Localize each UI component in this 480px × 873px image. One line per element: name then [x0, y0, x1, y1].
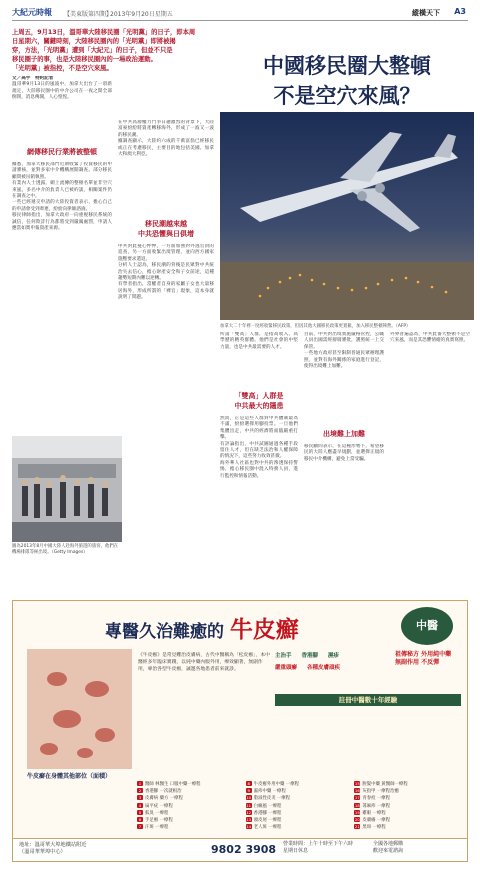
list-item: 15 脫髮中藥 黃醫師一療程: [354, 781, 408, 787]
paragraph: 據調查顯示，大陸約六成的千萬富翁已經移民或正在考慮移民，主要目的地包括美國、加拿大和澳大利亞。: [118, 139, 214, 158]
paragraph: 移民律師指出，加拿大政府一向重視移民系統的誠信，任何欺詐行為都將受到嚴厲處罰，申請人應當如實申報資產來源。: [12, 213, 112, 232]
list-item: 7 汗斑 一療程: [138, 824, 169, 831]
paragraph: 然而，正是這些人群對中共體制最為不滿，紛紛選擇用腳投票。一旦他們集體出走，中共的經濟將面臨嚴重打擊。: [220, 416, 298, 441]
paragraph: 據悉，加拿大移民部門近期收緊了投資移民的申請審核，並對多家中介機構展開調查。部分移民顧問被吊銷執照。: [12, 162, 112, 180]
subhead-2-top: 移民潮越來越: [145, 220, 187, 228]
subhead-3-bottom: 中共最大的隱患: [234, 402, 284, 410]
note-line: 歡迎來電諮詢: [373, 848, 404, 854]
list-item: 5 狐臭 一療程: [138, 809, 169, 816]
bullet-icon: 15: [354, 781, 360, 786]
list-item: 20 皮膚癢 一療程: [354, 817, 391, 824]
list-item: 21 黑斑 一療程: [354, 824, 386, 831]
subhead-2-bottom: 中共恐懼與日俱增: [138, 230, 194, 238]
lead-line: 移民圈子的事，也是大陸移民圈內的一場政治運動。: [12, 56, 157, 63]
list-row: [137, 803, 463, 810]
list-row: [137, 788, 463, 795]
paragraph: 所謂「雙高」人群，是指高收入、高學歷的精英群體。他們是社會的中堅力量，也是中共最需要的人才。: [220, 332, 298, 350]
list-item: 16 灰指甲 一療程治癒: [354, 788, 399, 795]
edition-tag: 【美東版第四期】: [64, 11, 113, 18]
bullet-icon: 20: [354, 817, 360, 823]
ad-features-right: [395, 651, 461, 667]
bullet-icon: 10: [246, 795, 252, 801]
lead-line: 上周五，9月13日，溫哥華大陸移民圈「光明黨」的日子，即本周: [12, 29, 196, 36]
headline: [222, 52, 472, 110]
feature: 無副作用 不反彈: [395, 659, 440, 666]
ad-address: [19, 842, 86, 856]
byline: 文／高宇 特約記者: [12, 76, 54, 81]
list-item: 3 皮膚病 藥方 一療程: [138, 795, 183, 802]
column-5: [390, 332, 470, 592]
lead-line: 日星期六，關鍵時刻，大陸移民圈內的「光明黨」即將被揭: [12, 38, 176, 45]
masthead-logo: 大紀元時報: [12, 7, 52, 17]
list-item: 13 頭皮屑 一療程: [246, 817, 282, 824]
advertisement-psoriasis: [12, 600, 468, 862]
ad-skin-photo: [27, 649, 132, 769]
ad-photo-label: 牛皮癬在身體其他部位（面積）: [27, 773, 112, 780]
page-header: [12, 6, 468, 21]
feature: 濕疹: [327, 653, 339, 659]
list-item: 2 香港腳 一次就根治: [138, 788, 182, 795]
hours-line: 星期日休息: [283, 848, 309, 854]
list-item: 11 白癜風 一療程: [246, 802, 282, 809]
list-item: 1 醫師 林醫生 口服中藥一療程: [138, 781, 201, 787]
bullet-icon: 9: [247, 788, 250, 794]
column-3: [220, 332, 298, 388]
hero-caption: 加拿大二十年裡一度經收緊移民政策，但因其他大國移民政策更寬鬆，加入移民整頓陣營。（AFP）: [220, 324, 411, 329]
list-row: [137, 810, 463, 817]
feature: 各種皮膚頑疾: [306, 665, 340, 671]
list-item: 8 牛皮癬外用中藥 一療程: [247, 781, 299, 787]
paragraph: 海外華人社區也對中共的滲透保持警惕，擔心移民圈中混入特務人員，進行監控和情報活動。: [220, 460, 298, 479]
list-item: 4 扁平疣 一療程: [138, 802, 173, 809]
feature: 祖傳秘方 外用純中藥: [395, 651, 452, 658]
bullet-icon: 6: [138, 817, 142, 823]
list-row: [137, 795, 463, 802]
column-3-body: [220, 416, 298, 592]
hero-image-airplane: [220, 112, 474, 320]
bullet-icon: 16: [354, 788, 360, 794]
list-item: 9 濕疹中藥 一療程: [247, 788, 286, 795]
issue-date: 2013年9月20日星期五: [110, 11, 173, 18]
bullet-icon: 19: [354, 809, 360, 815]
page-number: A3: [454, 7, 466, 16]
ad-seal-logo: 中醫: [401, 607, 453, 645]
airport-photo: [12, 436, 122, 542]
subhead-4: 出境難上加難: [323, 430, 365, 438]
hours-line: 營業時間：上午十時至下午六時: [283, 841, 354, 847]
bullet-icon: 17: [354, 795, 360, 801]
subhead-1: 網傳移民行業將被整頓: [27, 148, 97, 156]
bullet-icon: 4: [138, 802, 142, 808]
paragraph: 一些地方政府甚至限制普通民眾辦理護照，並對有海外關係的家庭進行登記，使得出境難上加難。: [304, 351, 384, 370]
ad-treatment-list: [137, 781, 463, 831]
ad-footer: [13, 838, 467, 861]
ad-title: [105, 611, 299, 644]
bullet-icon: 3: [138, 795, 142, 801]
bullet-icon: 5: [138, 809, 142, 815]
paragraph: 有業內人士透露，網上流傳的整頓名單並非空穴來風，多名中介的負責人已被約談，相關案件仍在調查之中。: [12, 181, 112, 200]
list-row: [137, 781, 463, 788]
headline-line-2: 不是空穴來風？: [273, 83, 421, 108]
feature: 主治手: [275, 653, 292, 659]
paragraph: 有評論指出，中共試圖通過各種手段留住人才，但在缺乏法治和人權保障的情況下，這些努力收效甚微。: [220, 441, 298, 460]
subhead-3-top: 「雙高」人群是: [234, 392, 284, 400]
bullet-icon: 18: [354, 802, 360, 808]
ad-note: [373, 841, 403, 855]
bullet-icon: 8: [247, 781, 250, 786]
list-item: 12 香港腳 一療程: [246, 809, 282, 816]
section-name: 縱橫天下: [412, 9, 440, 17]
list-item: 10 脂溢性皮炎 一療程: [246, 795, 291, 802]
ad-hours: [283, 841, 353, 855]
lead-paragraph: [12, 28, 200, 73]
bullet-icon: 12: [246, 809, 252, 815]
paragraph: 溫哥華9月13日的風波中，加拿大出台了一項新規定，大陸移民圈中的中介公司在一夜之間全部倒閉，消息傳開，人心惶惶。: [12, 82, 112, 101]
list-item: 19 雞眼 一療程: [354, 809, 386, 816]
ad-experience-bar: 註冊中醫數十年經驗: [275, 694, 461, 706]
lead-line: 穿，方法，「光明黨」遭到「大紀元」的日子，但並不只是: [12, 47, 173, 54]
bullet-icon: 14: [246, 824, 252, 830]
paragraph: 移民顧問表示，在這種形勢下，希望移民的大陸人應盡早規劃，並選擇正規的移民中介機構，避免上當受騙。: [304, 444, 384, 462]
paragraph: 分析人士認為，移民潮的背後是民眾對中共統治失去信心，擔心財產安全和子女前途，這種趨勢短期內難以逆轉。: [118, 263, 214, 282]
photo-caption: 圖為2013年8月中國大陸人赴海外旅遊的旅客，他們在機場排隊等候出境。（Getty Images）: [12, 544, 119, 555]
column-1-body: [12, 162, 112, 432]
paragraph: 目前，中共對出境實施嚴格管控，公職人員出國需經層層審批，護照統一上交保管。: [304, 332, 384, 350]
ad-title-main: 牛皮癬: [229, 616, 299, 643]
address-line: 地址：溫哥華大埠地鐵站附近: [19, 842, 87, 848]
bullet-icon: 1: [138, 781, 142, 786]
bullet-icon: 2: [138, 788, 142, 794]
bullet-icon: 21: [354, 824, 360, 830]
headline-line-1: 中國移民圈大整頓: [263, 53, 431, 78]
lead-line: 「光明黨」被指控，不是空穴來風。: [12, 65, 113, 72]
ad-intro: 《牛皮癬》是常見難治皮膚病，古代中醫稱為「松皮癬」，本中醫經多年臨床實踐，以純中藥內服外用，療效顯著，無副作用，專治各型牛皮癬，誠邀各地患者前來就診。: [138, 653, 270, 672]
note-line: 全國各地郵購: [373, 841, 404, 847]
ad-title-prefix: 專醫久治難癒的: [105, 622, 224, 642]
bullet-icon: 7: [138, 824, 142, 830]
feature: 嚴重頭癬: [275, 665, 298, 671]
paragraph: 在中共高層權力鬥爭日趨激烈的背景下，大陸富豪紛紛將資產轉移海外，形成了一波又一波的移民潮。: [118, 120, 214, 138]
address-line: （溫哥華華埠中心）: [19, 849, 66, 855]
paragraph: 有學者指出，當權者自身的家屬子女也大量移居海外，形成所謂的「裸官」現象，這本身就說明了問題。: [118, 282, 214, 301]
paragraph: 一些已經遞交申請的大陸投資者表示，擔心自己的申請會受到牽連，紛紛向律師諮詢。: [12, 200, 112, 212]
bullet-icon: 11: [246, 802, 252, 808]
column-2: [118, 120, 214, 212]
list-row: [137, 824, 463, 831]
ad-features: [275, 651, 461, 687]
paragraph: 中共對此憂心忡忡，一方面加強對外逃官員的追查，另一方面收緊出境管理，並向西方國家施壓要求遣返。: [118, 244, 214, 262]
column-4-body: [304, 444, 384, 590]
list-item: 6 手足癬 一療程: [138, 817, 173, 824]
paragraph: 外界普遍認為，中共此番大整頓不是空穴來風，而是其恐懼情緒的真實寫照。: [390, 332, 470, 344]
list-item: 14 老人斑 一療程: [246, 824, 282, 831]
bullet-icon: 13: [246, 817, 252, 823]
ad-phone[interactable]: 9802 3908: [211, 843, 277, 856]
list-item: 17 青春痘 一療程: [354, 795, 391, 802]
list-item: 18 蕁麻疹 一療程: [354, 802, 391, 809]
list-row: [137, 817, 463, 824]
feature: 香港腳: [301, 653, 318, 659]
column-2-body: [118, 244, 214, 590]
